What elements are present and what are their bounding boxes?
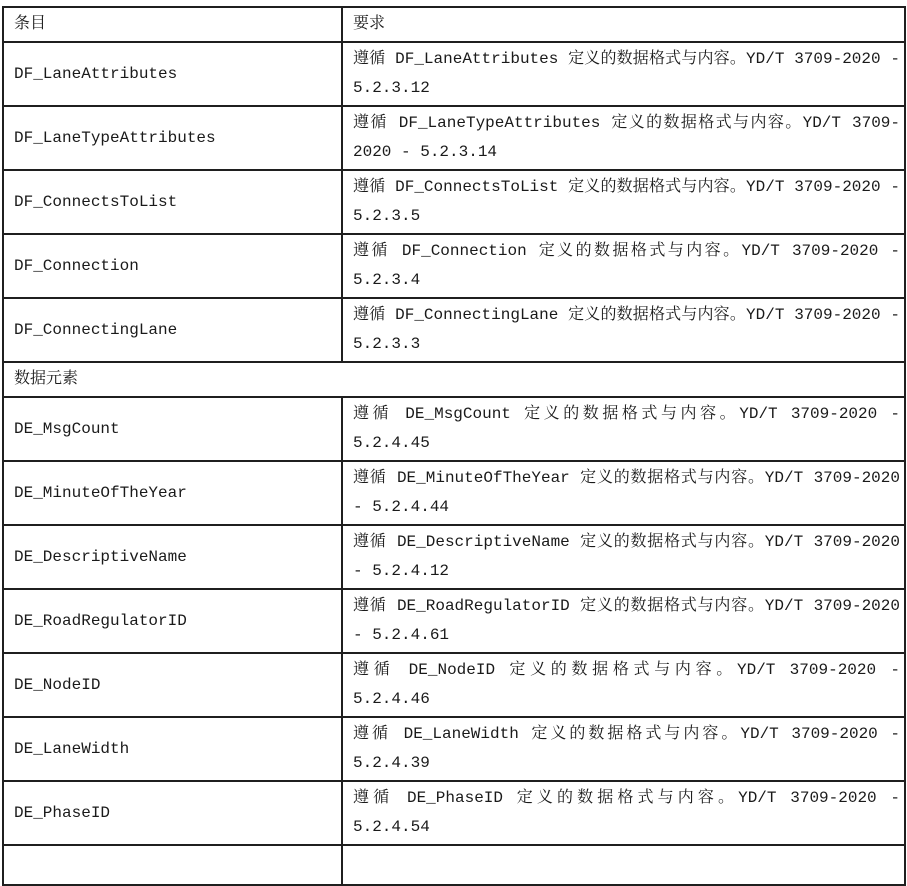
table-row — [3, 397, 905, 461]
item-cell: DF_Connection — [3, 234, 342, 298]
item-cell: DE_DescriptiveName — [3, 525, 342, 589]
item-cell: DE_LaneWidth — [3, 717, 342, 781]
table-row — [3, 234, 905, 298]
table-row — [3, 106, 905, 170]
section-label: 数据元素 — [3, 362, 905, 397]
table-row — [3, 170, 905, 234]
table-row — [3, 781, 905, 845]
spec-table — [2, 6, 906, 886]
item-cell: DF_LaneAttributes — [3, 42, 342, 106]
item-cell: DE_MinuteOfTheYear — [3, 461, 342, 525]
requirement-cell: 遵循 DF_ConnectingLane 定义的数据格式与内容。YD/T 3709-2020 - 5.2.3.3 — [342, 298, 905, 362]
item-cell — [3, 845, 342, 885]
requirement-cell: 遵循 DE_NodeID 定义的数据格式与内容。YD/T 3709-2020 - 5.2.4.46 — [342, 653, 905, 717]
table-row-partial — [3, 845, 905, 885]
table-row — [3, 653, 905, 717]
item-cell: DF_ConnectingLane — [3, 298, 342, 362]
item-cell: DE_PhaseID — [3, 781, 342, 845]
column-header-requirement: 要求 — [342, 7, 905, 42]
item-cell: DF_LaneTypeAttributes — [3, 106, 342, 170]
requirement-cell: 遵循 DE_PhaseID 定义的数据格式与内容。YD/T 3709-2020 - 5.2.4.54 — [342, 781, 905, 845]
table-header-row — [3, 7, 905, 42]
item-cell: DE_NodeID — [3, 653, 342, 717]
section-header-row — [3, 362, 905, 397]
table-row — [3, 589, 905, 653]
item-cell: DF_ConnectsToList — [3, 170, 342, 234]
requirement-cell: 遵循 DE_MsgCount 定义的数据格式与内容。YD/T 3709-2020 - 5.2.4.45 — [342, 397, 905, 461]
requirement-cell: 遵循 DF_LaneTypeAttributes 定义的数据格式与内容。YD/T 3709-2020 - 5.2.3.14 — [342, 106, 905, 170]
requirement-cell: 遵循 DE_RoadRegulatorID 定义的数据格式与内容。YD/T 3709-2020 - 5.2.4.61 — [342, 589, 905, 653]
requirement-cell — [342, 845, 905, 885]
requirement-cell: 遵循 DE_DescriptiveName 定义的数据格式与内容。YD/T 3709-2020 - 5.2.4.12 — [342, 525, 905, 589]
item-cell: DE_MsgCount — [3, 397, 342, 461]
table-row — [3, 461, 905, 525]
requirement-cell: 遵循 DF_Connection 定义的数据格式与内容。YD/T 3709-2020 - 5.2.3.4 — [342, 234, 905, 298]
column-header-item: 条目 — [3, 7, 342, 42]
table-row — [3, 42, 905, 106]
requirement-cell: 遵循 DE_LaneWidth 定义的数据格式与内容。YD/T 3709-2020 - 5.2.4.39 — [342, 717, 905, 781]
table-row — [3, 717, 905, 781]
requirement-cell: 遵循 DE_MinuteOfTheYear 定义的数据格式与内容。YD/T 3709-2020 - 5.2.4.44 — [342, 461, 905, 525]
table-row — [3, 525, 905, 589]
item-cell: DE_RoadRegulatorID — [3, 589, 342, 653]
table-row — [3, 298, 905, 362]
requirement-cell: 遵循 DF_LaneAttributes 定义的数据格式与内容。YD/T 3709-2020 - 5.2.3.12 — [342, 42, 905, 106]
requirement-cell: 遵循 DF_ConnectsToList 定义的数据格式与内容。YD/T 3709-2020 - 5.2.3.5 — [342, 170, 905, 234]
